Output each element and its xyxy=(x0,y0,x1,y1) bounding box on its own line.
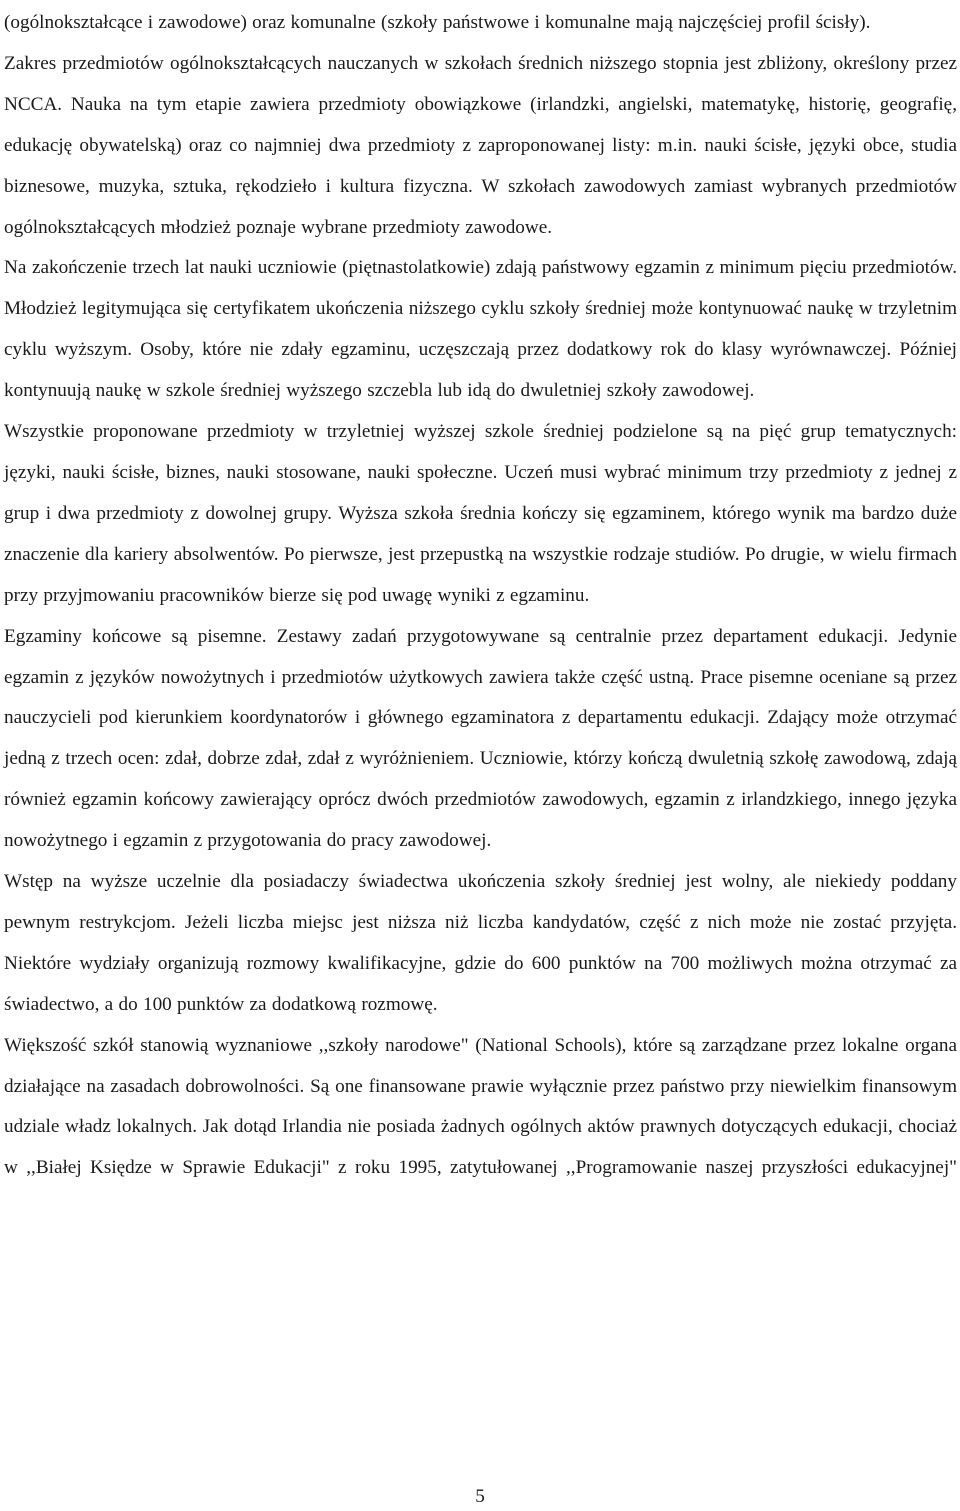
paragraph: (ogólnokształcące i zawodowe) oraz komunalne (szkoły państwowe i komunalne mają najczęściej profil ścisły). xyxy=(4,12,871,33)
paragraph: Wszystkie proponowane przedmioty w trzyletniej wyższej szkole średniej podzielone są na pięć grup tematycznych: języki, nauki ścisłe, biznes, nauki stosowane, nauki społeczne. Uczeń musi wybrać minimum trzy przedmioty z jednej z grup i dwa przedmioty z dowolnej grupy. Wyższa szkoła średnia kończy się egzaminem, którego wynik ma bardzo duże znaczenie dla kariery absolwentów. Po pierwsze, jest przepustką na wszystkie rodzaje studiów. Po drugie, w wielu firmach przy przyjmowaniu pracowników bierze się pod uwagę wyniki z egzaminu. xyxy=(4,421,957,606)
body-text xyxy=(4,3,957,1189)
paragraph: Wstęp na wyższe uczelnie dla posiadaczy świadectwa ukończenia szkoły średniej jest wolny, ale niekiedy poddany pewnym restrykcjom. Jeżeli liczba miejsc jest niższa niż liczba kandydatów, część z nich może nie zostać przyjęta. Niektóre wydziały organizują rozmowy kwalifikacyjne, gdzie do 600 punktów na 700 możliwych można otrzymać za świadectwo, a do 100 punktów za dodatkową rozmowę. xyxy=(4,871,957,1015)
paragraph: Egzaminy końcowe są pisemne. Zestawy zadań przygotowywane są centralnie przez departament edukacji. Jedynie egzamin z języków nowożytnych i przedmiotów użytkowych zawiera także część ustną. Prace pisemne oceniane są przez nauczycieli pod kierunkiem koordynatorów i głównego egzaminatora z departamentu edukacji. Zdający może otrzymać jedną z trzech ocen: zdał, dobrze zdał, zdał z wyróżnieniem. Uczniowie, którzy kończą dwuletnią szkołę zawodową, zdają również egzamin końcowy zawierający oprócz dwóch przedmiotów zawodowych, egzamin z irlandzkiego, innego języka nowożytnego i egzamin z przygotowania do pracy zawodowej. xyxy=(4,625,957,852)
paragraph: Większość szkół stanowią wyznaniowe ,,szkoły narodowe" (National Schools), które są zarządzane przez lokalne organa działające na zasadach dobrowolności. Są one finansowane prawie wyłącznie przez państwo przy niewielkim finansowym udziale władz lokalnych. Jak dotąd Irlandia nie posiada żadnych ogólnych aktów prawnych dotyczących edukacji, chociaż w ,,Białej Księdze w Sprawie Edukacji" z roku 1995, zatytułowanej ,,Programowanie naszej przyszłości edukacyjnej" xyxy=(4,1034,957,1179)
paragraph: Zakres przedmiotów ogólnokształcących nauczanych w szkołach średnich niższego stopnia jest zbliżony, określony przez NCCA. Nauka na tym etapie zawiera przedmioty obowiązkowe (irlandzki, angielski, matematykę, historię, geografię, edukację obywatelską) oraz co najmniej dwa przedmioty z zaproponowanej listy: m.in. nauki ścisłe, języki obce, studia biznesowe, muzyka, sztuka, rękodzieło i kultura fizyczna. W szkołach zawodowych zamiast wybranych przedmiotów ogólnokształcących młodzież poznaje wybrane przedmioty zawodowe. xyxy=(4,52,957,238)
page-number: 5 xyxy=(475,1486,485,1507)
paragraph: Na zakończenie trzech lat nauki uczniowie (piętnastolatkowie) zdają państwowy egzamin z minimum pięciu przedmiotów. Młodzież legitymująca się certyfikatem ukończenia niższego cyklu szkoły średniej może kontynuować naukę w trzyletnim cyklu wyższym. Osoby, które nie zdały egzaminu, uczęszczają przez dodatkowy rok do klasy wyrównawczej. Później kontynuują naukę w szkole średniej wyższego szczebla lub idą do dwuletniej szkoły zawodowej. xyxy=(4,257,957,402)
